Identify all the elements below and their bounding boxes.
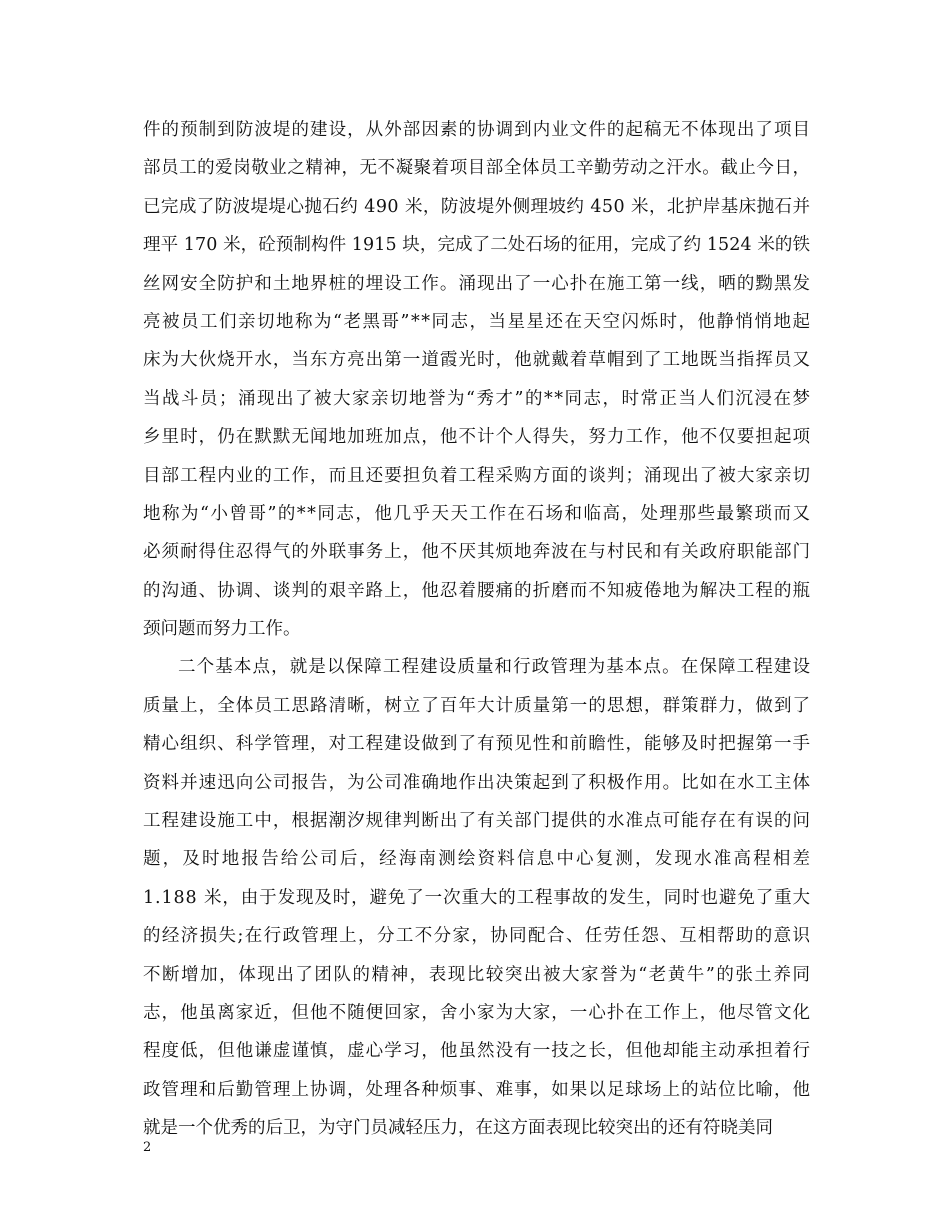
text-line: 亮被员工们亲切地称为“老黑哥”**同志，当星星还在天空闪烁时，他静悄悄地起	[143, 311, 812, 332]
text-line: 床为大伙烧开水，当东方亮出第一道霞光时，他就戴着草帽到了工地既当指挥员又	[143, 350, 812, 371]
text-line: 不断增加，体现出了团队的精神，表现比较突出被大家誉为“老黄牛”的张土养同	[143, 964, 812, 985]
page-number: 2	[143, 1140, 152, 1155]
text-line: 必须耐得住忍得气的外联事务上，他不厌其烦地奔波在与村民和有关政府职能部门	[143, 542, 812, 563]
body-text	[143, 111, 813, 1148]
text-line: 政管理和后勤管理上协调，处理各种烦事、难事，如果以足球场上的站位比喻，他	[143, 1079, 812, 1100]
text-line: 当战斗员；涌现出了被大家亲切地誉为“秀才”的**同志，时常正当人们沉浸在梦	[143, 388, 812, 409]
text-line: 志，他虽离家近，但他不随便回家，舍小家为大家，一心扑在工作上，他尽管文化	[143, 1002, 812, 1023]
text-line: 就是一个优秀的后卫，为守门员减轻压力，在这方面表现比较突出的还有符晓美同	[143, 1118, 773, 1139]
text-line: 质量上，全体员工思路清晰，树立了百年大计质量第一的思想，群策群力，做到了	[143, 695, 812, 716]
text-line: 资料并速迅向公司报告，为公司准确地作出决策起到了积极作用。比如在水工主体	[143, 772, 812, 793]
text-line: 目部工程内业的工作，而且还要担负着工程采购方面的谈判；涌现出了被大家亲切	[143, 465, 812, 486]
text-line: 理平 170 米，砼预制构件 1915 块，完成了二处石场的征用，完成了约 1524 米的铁	[143, 235, 811, 256]
text-line: 工程建设施工中，根据潮汐规律判断出了有关部门提供的水准点可能存在有误的问	[143, 811, 812, 832]
text-line: 丝网安全防护和土地界桩的埋设工作。涌现出了一心扑在施工第一线，晒的黝黑发	[143, 273, 812, 294]
text-line: 的沟通、协调、谈判的艰辛路上，他忍着腰痛的折磨而不知疲倦地为解决工程的瓶	[143, 580, 812, 601]
text-line: 1.188 米，由于发现及时，避免了一次重大的工程事故的发生，同时也避免了重大	[143, 887, 811, 908]
text-line: 件的预制到防波堤的建设，从外部因素的协调到内业文件的起稿无不体现出了项目	[143, 120, 812, 140]
text-line: 地称为“小曾哥”的**同志，他几乎天天工作在石场和临高，处理那些最繁琐而又	[143, 503, 812, 524]
text-line: 乡里时，仍在默默无闻地加班加点，他不计个人得失，努力工作，他不仅要担起项	[143, 427, 812, 448]
text-line: 题，及时地报告给公司后，经海南测绘资料信息中心复测，发现水准高程相差	[143, 849, 813, 870]
text-line: 颈问题而努力工作。	[143, 619, 301, 640]
text-line: 程度低，但他谦虚谨慎，虚心学习，他虽然没有一技之长，但他却能主动承担着行	[143, 1041, 812, 1062]
text-line: 精心组织、科学管理，对工程建设做到了有预见性和前瞻性，能够及时把握第一手	[143, 734, 812, 755]
text-line: 的经济损失;在行政管理上，分工不分家，协同配合、任劳任怨、互相帮助的意识	[143, 926, 812, 947]
text-line: 已完成了防波堤堤心抛石约 490 米，防波堤外侧理坡约 450 米，北护岸基床抛石并	[143, 196, 811, 217]
text-line: 二个基本点，就是以保障工程建设质量和行政管理为基本点。在保障工程建设	[178, 657, 812, 678]
text-line: 部员工的爱岗敬业之精神，无不凝聚着项目部全体员工辛勤劳动之汗水。截止今日，	[143, 158, 811, 179]
